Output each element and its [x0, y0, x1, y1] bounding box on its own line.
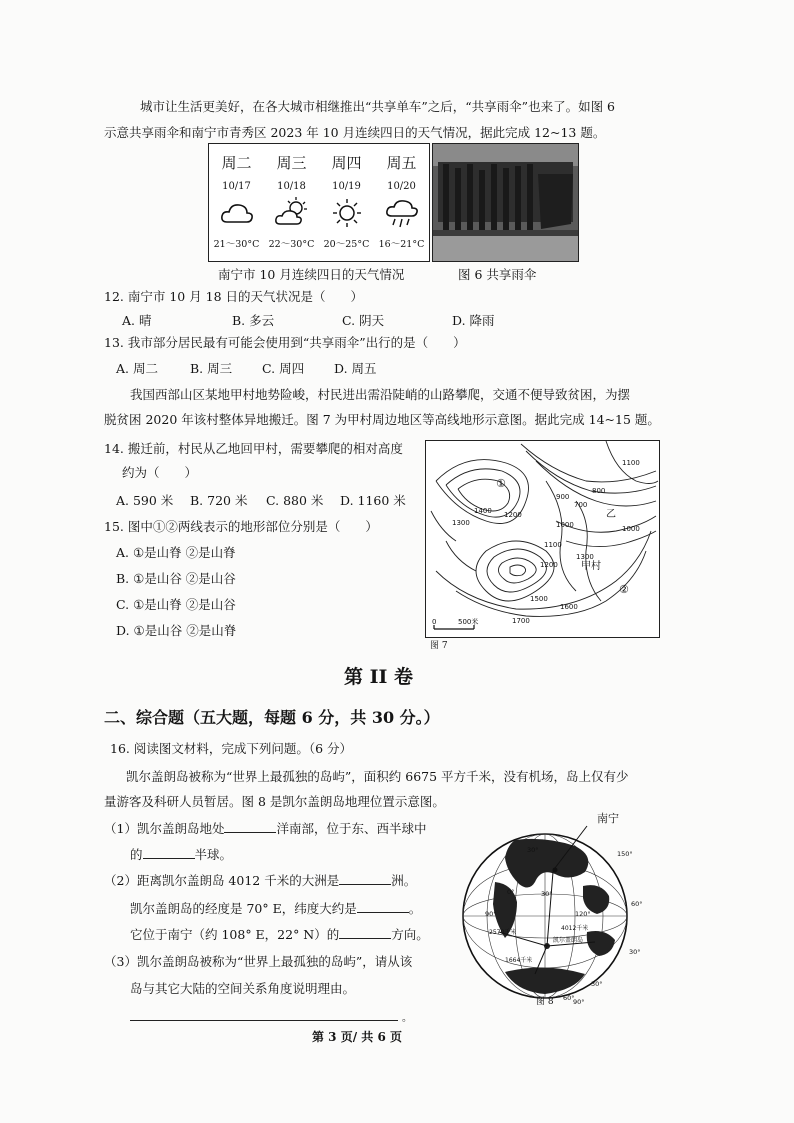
date: 10/20 [387, 181, 416, 192]
contour-label: 1500 [530, 595, 548, 603]
weather-caption: 南宁市 10 月连续四日的天气情况 [218, 267, 405, 282]
distance-label: 4012千米 [561, 925, 589, 932]
shared-umbrella-photo [432, 143, 579, 262]
sun-icon [319, 196, 374, 232]
cloud-icon [209, 196, 264, 232]
temperature: 21～30°C [213, 239, 260, 250]
q16-part-2-line-1: （2）距离凯尔盖朗岛 4012 千米的大洲是 洲。 [104, 873, 417, 888]
contour-label: 1100 [544, 541, 562, 549]
contour-label: 1300 [452, 519, 470, 527]
degree-label: 90° [485, 910, 497, 918]
temperature: 20～25°C [323, 239, 370, 250]
degree-label: 30° [541, 890, 553, 898]
weekday: 周二 [221, 154, 252, 172]
degree-label: 150° [617, 850, 633, 858]
weather-day-tue [209, 144, 264, 261]
partly-sunny-icon [264, 196, 319, 232]
q13-option-a: A. 周二 [116, 361, 158, 376]
q16-part-3-line-2: 岛与其它大陆的空间关系角度说明理由。 [130, 981, 356, 996]
passage2-line-2: 脱贫困 2020 年该村整体异地搬迁。图 7 为甲村周边地区等高线地形示意图。据此完成 14~15 题。 [104, 412, 660, 427]
answer-blank-latitude[interactable] [357, 912, 409, 913]
contour-label: 1600 [560, 603, 578, 611]
q16-part-3-line-1: （3）凯尔盖朗岛被称为“世界上最孤独的岛屿”，请从该 [104, 954, 413, 969]
q12-stem: 12. 南宁市 10 月 18 日的天气状况是（ ） [104, 289, 364, 304]
globe-map [455, 812, 645, 1004]
q14-stem-1: 14. 搬迁前，村民从乙地回甲村，需要攀爬的相对高度 [104, 441, 403, 456]
answer-line-reason[interactable] [130, 1020, 398, 1021]
q13-stem: 13. 我市部分居民最有可能会使用到“共享雨伞”出行的是（ ） [104, 335, 466, 350]
degree-label: 60° [631, 900, 643, 908]
distance-label: 1664千米 [505, 957, 533, 964]
answer-blank-hemisphere[interactable] [143, 858, 195, 859]
q13-option-b: B. 周三 [190, 361, 233, 376]
scale-zero: 0 [432, 618, 437, 626]
q14-option-a: A. 590 米 [116, 493, 174, 508]
degree-label: 120° [575, 910, 591, 918]
figure-7-caption: 图 7 [430, 641, 448, 651]
contour-label: 1700 [512, 617, 530, 625]
contour-label: 1300 [576, 553, 594, 561]
q12-option-d: D. 降雨 [452, 313, 495, 328]
q14-stem-2: 约为（ ） [122, 465, 198, 480]
village-jia-label: 甲村 [581, 561, 601, 572]
contour-label: 1000 [556, 521, 574, 529]
line-1-marker: ① [496, 477, 506, 490]
date: 10/19 [332, 181, 361, 192]
q15-option-b: B. ①是山谷 ②是山谷 [116, 571, 236, 586]
weather-day-wed [264, 144, 319, 261]
page-footer: 第 3 页/ 共 6 页 [312, 1030, 402, 1044]
degree-label: 0° [507, 888, 515, 896]
q14-option-b: B. 720 米 [190, 493, 248, 508]
section-title: 第 II 卷 [344, 666, 414, 688]
q16-stem: 16. 阅读图文材料，完成下列问题。（6 分） [110, 741, 353, 756]
date: 10/17 [222, 181, 251, 192]
contour-label: 900 [556, 493, 570, 501]
contour-label: 1400 [474, 507, 492, 515]
part-title: 二、综合题（五大题，每题 6 分，共 30 分。） [104, 708, 440, 727]
q16-part-1-line-2: 的 半球。 [130, 847, 233, 862]
contour-label: 1000 [622, 525, 640, 533]
temperature: 16～21°C [378, 239, 425, 250]
degree-label: 30° [591, 980, 603, 988]
contour-map [425, 440, 660, 638]
q12-option-c: C. 阴天 [342, 313, 385, 328]
q15-stem: 15. 图中①②两线表示的地形部位分别是（ ） [104, 519, 378, 534]
q16-material-2: 量游客及科研人员暂居。图 8 是凯尔盖朗岛地理位置示意图。 [104, 794, 445, 809]
q16-part-2-line-2: 凯尔盖朗岛的经度是 70° E，纬度大约是 。 [130, 901, 422, 916]
contour-label: 1100 [622, 459, 640, 467]
distance-label: 2570千米 [489, 929, 517, 936]
q15-option-c: C. ①是山脊 ②是山谷 [116, 597, 236, 612]
q16-part-2-line-3: 它位于南宁（约 108° E，22° N）的 方向。 [130, 927, 429, 942]
intro-line-1: 城市让生活更美好，在各大城市相继推出“共享单车”之后，“共享雨伞”也来了。如图 6 [140, 99, 615, 114]
contour-label: 700 [574, 501, 588, 509]
weekday: 周四 [331, 154, 362, 172]
q12-option-a: A. 晴 [122, 313, 152, 328]
weekday: 周三 [276, 154, 307, 172]
q14-option-d: D. 1160 米 [340, 493, 406, 508]
q16-material-1: 凯尔盖朗岛被称为“世界上最孤独的岛屿”，面积约 6675 平方千米，没有机场，岛上仅有少 [126, 769, 629, 784]
degree-label: 60° [563, 994, 575, 1002]
contour-label: 1200 [504, 511, 522, 519]
date: 10/18 [277, 181, 306, 192]
weekday: 周五 [386, 154, 417, 172]
intro-line-2: 示意共享雨伞和南宁市青秀区 2023 年 10 月连续四日的天气情况，据此完成 12~13 题。 [104, 125, 606, 140]
answer-blank-direction[interactable] [339, 938, 391, 939]
end-mark: 。 [402, 1013, 412, 1024]
q13-option-d: D. 周五 [334, 361, 377, 376]
photo-caption: 图 6 共享雨伞 [458, 267, 537, 282]
island-label: 凯尔盖朗岛 [553, 937, 584, 944]
degree-label: 30° [629, 948, 641, 956]
q15-option-a: A. ①是山脊 ②是山脊 [116, 545, 236, 560]
answer-blank-continent[interactable] [339, 884, 391, 885]
weather-table [208, 143, 430, 262]
figure-8-caption: 图 8 [536, 997, 554, 1007]
weather-day-thu [319, 144, 374, 261]
point-yi-label: 乙 [606, 509, 616, 520]
q14-option-c: C. 880 米 [266, 493, 324, 508]
rain-cloud-icon [374, 196, 429, 232]
line-2-marker: ② [619, 583, 629, 596]
degree-label: 90° [573, 998, 585, 1004]
nanning-label: 南宁 [597, 812, 619, 825]
q13-option-c: C. 周四 [262, 361, 305, 376]
degree-label: 30° [527, 846, 539, 854]
scale-500m: 500米 [458, 618, 479, 626]
contour-label: 800 [592, 487, 606, 495]
temperature: 22～30°C [268, 239, 315, 250]
weather-day-fri [374, 144, 429, 261]
answer-blank-ocean[interactable] [224, 832, 276, 833]
q15-option-d: D. ①是山谷 ②是山脊 [116, 623, 237, 638]
contour-label: 1200 [540, 561, 558, 569]
q12-option-b: B. 多云 [232, 313, 275, 328]
q16-part-1-line-1: （1）凯尔盖朗岛地处 洋南部，位于东、西半球中 [104, 821, 427, 836]
passage2-line-1: 我国西部山区某地甲村地势险峻，村民进出需沿陡峭的山路攀爬，交通不便导致贫困，为摆 [130, 387, 631, 402]
